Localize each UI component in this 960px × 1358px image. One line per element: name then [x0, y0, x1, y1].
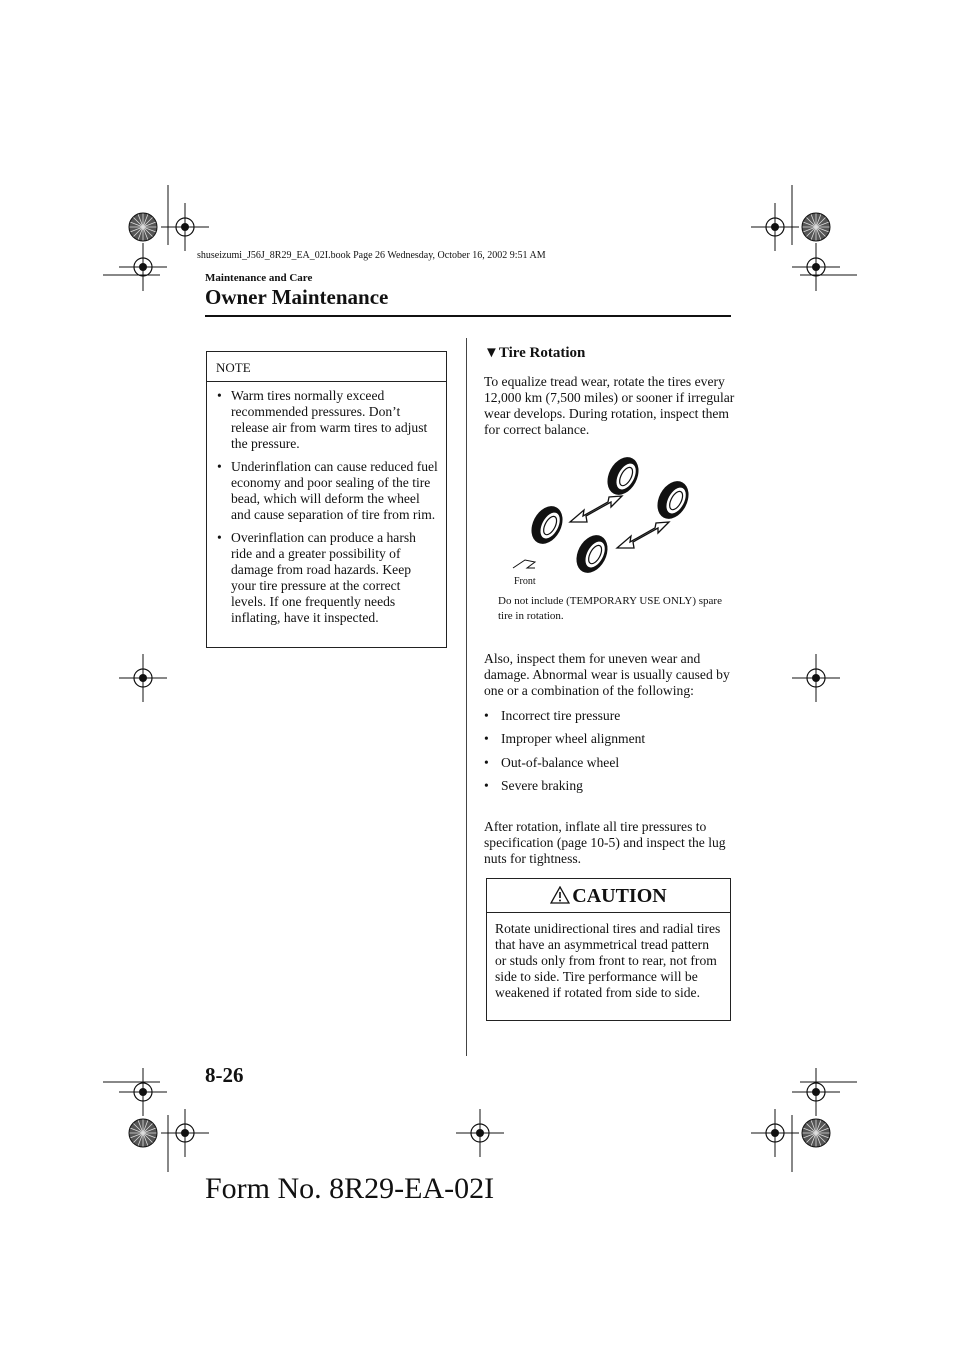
warning-triangle-icon [550, 886, 570, 904]
list-item [484, 708, 645, 731]
note-item [217, 388, 438, 452]
bullet-icon: • [484, 731, 489, 747]
figure-caption: Do not include (TEMPORARY USE ONLY) spare tire in rotation. [498, 595, 722, 622]
after-rotation-text: After rotation, inflate all tire pressures to specification (page 10-5) and inspect the lug nuts for tightness. [484, 819, 726, 866]
bullet-icon: • [217, 388, 222, 403]
cause-list [484, 708, 645, 801]
rotation-intro-text: To equalize tread wear, rotate the tires every 12,000 km (7,500 miles) or sooner if irregular wear develops. During rotation, inspect them for correct balance. [484, 374, 735, 437]
caution-text: Rotate unidirectional tires and radial tires that have an asymmetrical tread pattern or studs only from front to rear, not from side to side. Tire performance will be weakened if rotated from side to side. [495, 921, 721, 1000]
note-item-text: Overinflation can produce a harsh ride and a greater possibility of damage from road hazards. Keep your tire pressure at the correct levels. If one frequently needs inflating, have it inspected. [231, 530, 416, 625]
title-rule [205, 315, 731, 317]
bullet-icon: • [484, 777, 489, 793]
note-item [217, 530, 438, 626]
caution-header [487, 879, 730, 913]
note-item-text: Warm tires normally exceed recommended pressures. Don’t release air from warm tires to adjust the pressure. [231, 388, 428, 451]
column-divider [466, 338, 467, 1056]
section-label: Maintenance and Care [205, 272, 313, 284]
front-label: Front [514, 576, 536, 587]
cause-text: Out-of-balance wheel [501, 754, 620, 770]
note-item-text: Underinflation can cause reduced fuel economy and poor sealing of the tire bead, which will deform the wheel and cause separation of tire from rim. [231, 459, 438, 522]
note-list [207, 388, 446, 626]
inspect-text: Also, inspect them for uneven wear and damage. Abnormal wear is usually caused by one or a combination of the following: [484, 651, 730, 698]
tire-rotation-diagram-icon [495, 450, 735, 590]
note-box [206, 351, 447, 648]
list-item [484, 778, 645, 801]
cause-text: Severe braking [501, 777, 583, 793]
list-item [484, 731, 645, 754]
bullet-icon: • [217, 530, 222, 545]
note-item [217, 459, 438, 523]
file-info-header: shuseizumi_J56J_8R29_EA_02I.book Page 26 Wednesday, October 16, 2002 9:51 AM [197, 250, 546, 261]
cause-text: Improper wheel alignment [501, 731, 646, 747]
page-number: 8-26 [205, 1063, 244, 1087]
caution-title: CAUTION [572, 885, 667, 907]
form-number: Form No. 8R29-EA-02I [205, 1172, 495, 1205]
bullet-icon: • [484, 754, 489, 770]
cause-text: Incorrect tire pressure [501, 708, 621, 723]
page-title: Owner Maintenance [205, 285, 389, 309]
note-header: NOTE [207, 352, 446, 382]
bullet-icon: • [484, 708, 489, 723]
bullet-icon: • [217, 459, 222, 474]
caution-box [486, 878, 731, 1021]
list-item [484, 755, 645, 778]
tire-rotation-heading: ▼Tire Rotation [484, 345, 586, 361]
